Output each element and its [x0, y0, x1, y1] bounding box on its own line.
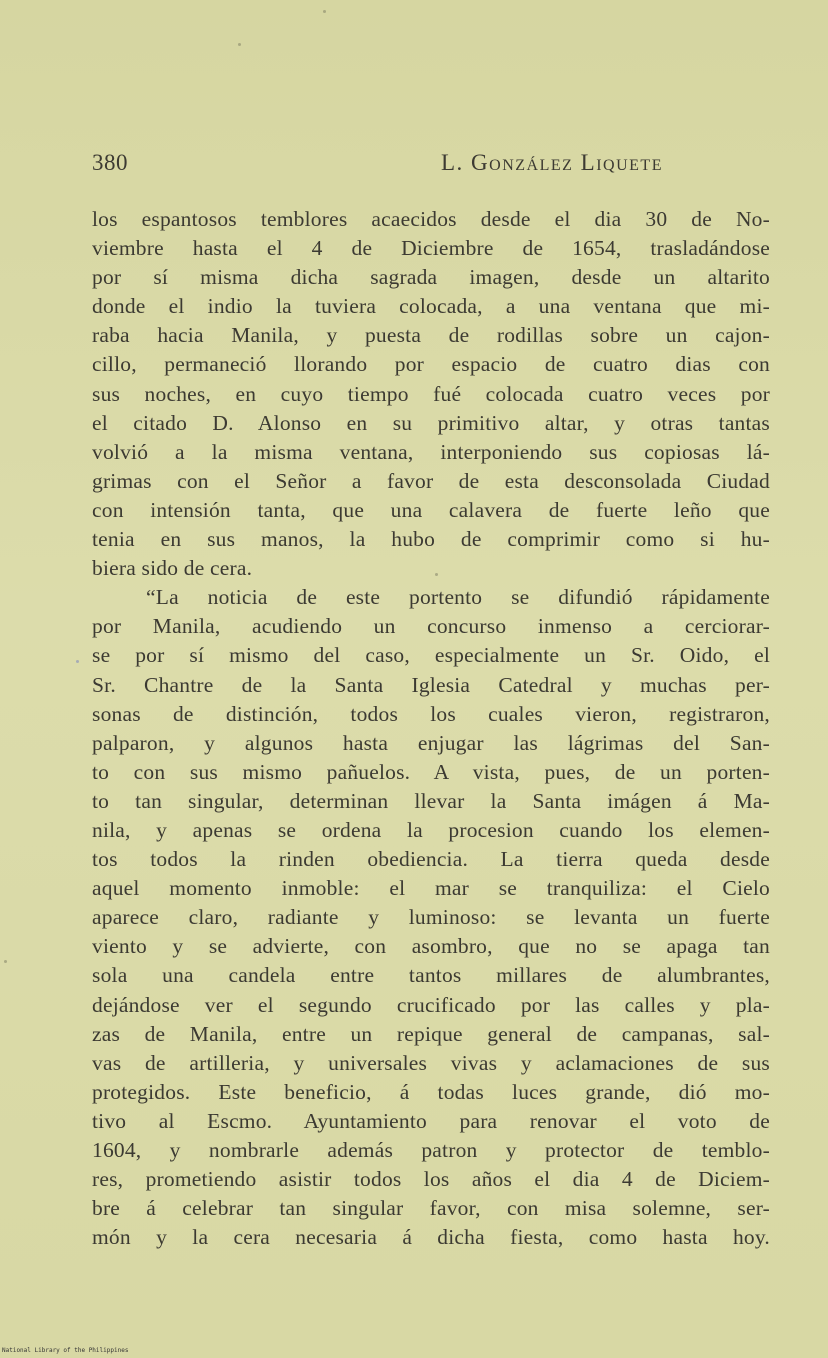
text-line: bre á celebrar tan singular favor, con misa solemne, ser- — [92, 1196, 770, 1221]
text-line: sola una candela entre tantos millares de alumbrantes, — [92, 963, 770, 988]
text-line: se por sí mismo del caso, especialmente un Sr. Oido, el — [92, 643, 770, 668]
text-line: 1604, y nombrarle además patron y protector de temblo- — [92, 1138, 770, 1162]
text-line: donde el indio la tuviera colocada, a una ventana que mi- — [92, 294, 770, 319]
text-line: viento y se advierte, con asombro, que no se apaga tan — [92, 934, 770, 959]
text-line: protegidos. Este beneficio, á todas luces grande, dió mo- — [92, 1079, 770, 1104]
text-line: “La noticia de este portento se difundió rápidamente — [146, 585, 770, 610]
paper-speck — [4, 960, 7, 963]
text-line: los espantosos temblores acaecidos desde el dia 30 de No- — [92, 207, 770, 231]
text-line: grimas con el Señor a favor de esta desconsolada Ciudad — [92, 468, 770, 493]
text-line: aquel momento inmoble: el mar se tranquiliza: el Cielo — [92, 876, 770, 901]
text-line: el citado D. Alonso en su primitivo altar, y otras tantas — [92, 410, 770, 435]
paper-speck — [323, 10, 326, 13]
text-line: Sr. Chantre de la Santa Iglesia Catedral y muchas per- — [92, 672, 770, 697]
text-line: dejándose ver el segundo crucificado por las calles y pla- — [92, 992, 770, 1017]
library-credit: National Library of the Philippines — [2, 1347, 129, 1354]
text-line: zas de Manila, entre un repique general de campanas, sal- — [92, 1021, 770, 1046]
paper-speck — [76, 660, 79, 663]
text-line: palparon, y algunos hasta enjugar las lágrimas del San- — [92, 730, 770, 755]
text-line: to tan singular, determinan llevar la Santa imágen á Ma- — [92, 788, 770, 813]
text-line: vas de artilleria, y universales vivas y aclamaciones de sus — [92, 1050, 770, 1075]
body-text — [92, 205, 770, 1252]
running-head: L. González Liquete — [441, 150, 663, 175]
text-line: cillo, permaneció llorando por espacio de cuatro dias con — [92, 352, 770, 377]
text-line: res, prometiendo asistir todos los años el dia 4 de Diciem- — [92, 1167, 770, 1192]
text-line: por sí misma dicha sagrada imagen, desde un altarito — [92, 265, 770, 290]
page-number: 380 — [92, 150, 128, 175]
text-line: con intensión tanta, que una calavera de fuerte leño que — [92, 497, 770, 522]
text-line: sus noches, en cuyo tiempo fué colocada cuatro veces por — [92, 381, 770, 406]
text-line: to con sus mismo pañuelos. A vista, pues, de un porten- — [92, 759, 770, 784]
text-line: tos todos la rinden obediencia. La tierra queda desde — [92, 847, 770, 872]
text-line: volvió a la misma ventana, interponiendo sus copiosas lá- — [92, 439, 770, 464]
text-line: aparece claro, radiante y luminoso: se levanta un fuerte — [92, 905, 770, 930]
paper-speck — [238, 43, 241, 46]
paper-speck — [435, 573, 438, 576]
text-line: biera sido de cera. — [92, 556, 253, 581]
text-line: nila, y apenas se ordena la procesion cuando los elemen- — [92, 817, 770, 842]
text-line: tenia en sus manos, la hubo de comprimir como si hu- — [92, 527, 770, 552]
text-line: raba hacia Manila, y puesta de rodillas sobre un cajon- — [92, 323, 770, 348]
text-line: viembre hasta el 4 de Diciembre de 1654, trasladándose — [92, 236, 770, 261]
text-line: por Manila, acudiendo un concurso inmenso a cerciorar- — [92, 614, 770, 639]
text-line: sonas de distinción, todos los cuales vieron, registraron, — [92, 701, 770, 726]
text-line: tivo al Escmo. Ayuntamiento para renovar el voto de — [92, 1108, 770, 1133]
text-line: món y la cera necesaria á dicha fiesta, como hasta hoy. — [92, 1225, 770, 1250]
page-header — [92, 150, 770, 180]
